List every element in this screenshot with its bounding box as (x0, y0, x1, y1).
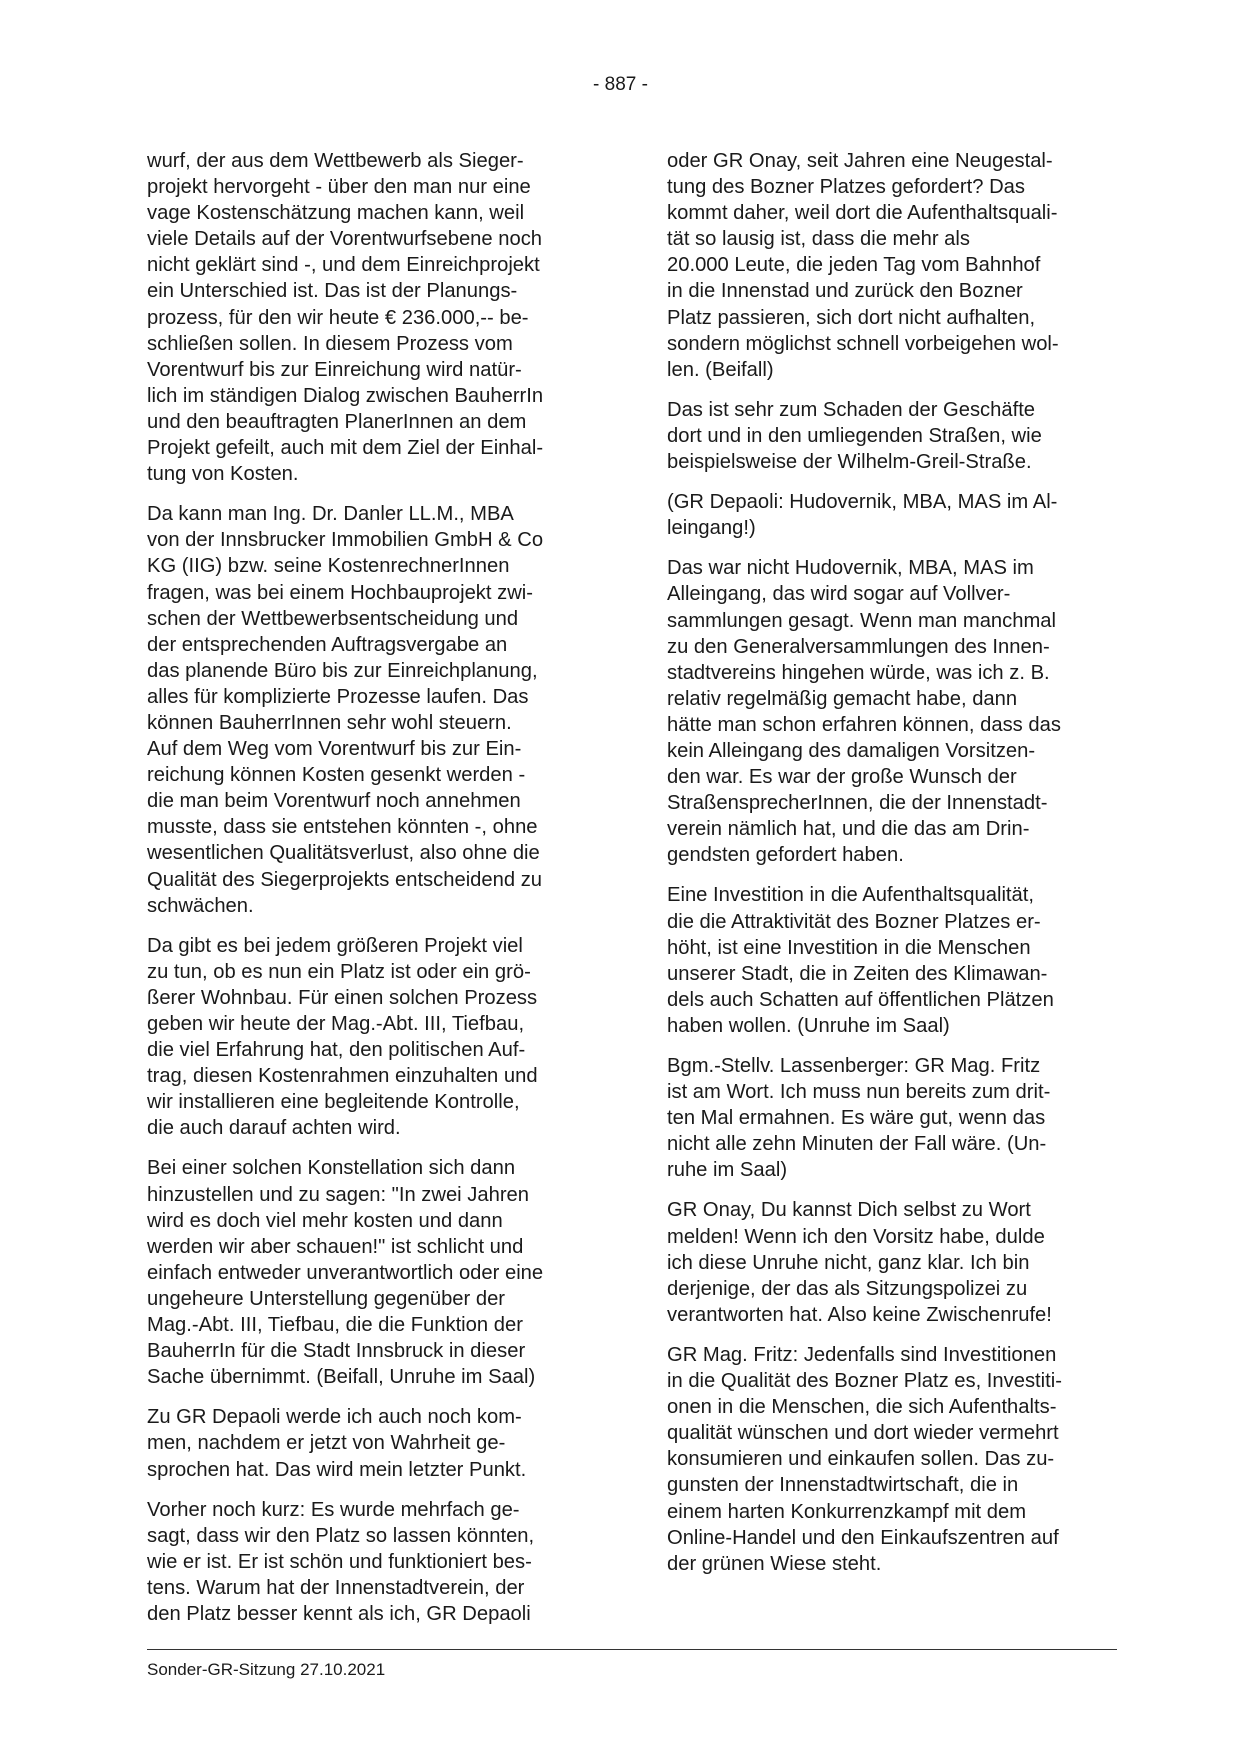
text-line: GR Onay, Du kannst Dich selbst zu Wort (667, 1199, 1031, 1222)
text-line: Qualität des Siegerprojekts entscheidend zu (147, 868, 543, 891)
text-line: ungeheure Unterstellung gegenüber der (147, 1287, 506, 1310)
left-column (147, 148, 602, 1641)
text-line: zu den Generalversammlungen des Innen- (667, 635, 1050, 658)
text-line: zu tun, ob es nun ein Platz ist oder ein grö- (147, 960, 531, 983)
text-line: ein Unterschied ist. Das ist der Planungs- (147, 280, 518, 303)
text-line: tung des Bozner Platzes gefordert? Das (667, 176, 1025, 199)
text-line: wir installieren eine begleitende Kontrolle, (147, 1091, 520, 1114)
text-line: sprochen hat. Das wird mein letzter Punkt. (147, 1458, 527, 1481)
text-line: den Platz besser kennt als ich, GR Depaoli (147, 1602, 531, 1625)
text-line: das planende Büro bis zur Einreichplanung, (147, 659, 538, 682)
text-line: trag, diesen Kostenrahmen einzuhalten und (147, 1065, 538, 1088)
text-line: Eine Investition in die Aufenthaltsqualität, (667, 884, 1034, 907)
text-line: ten Mal ermahnen. Es wäre gut, wenn das (667, 1107, 1046, 1130)
text-line: nicht geklärt sind -, und dem Einreichprojekt (147, 254, 540, 277)
paragraph (667, 397, 1116, 475)
page-number: - 887 - (593, 74, 648, 95)
text-line: wie er ist. Er ist schön und funktioniert bes- (147, 1550, 532, 1573)
text-line: dort und in den umliegenden Straßen, wie (667, 424, 1042, 447)
text-line: der grünen Wiese steht. (667, 1552, 882, 1575)
text-line: vage Kostenschätzung machen kann, weil (147, 202, 525, 225)
text-line: Zu GR Depaoli werde ich auch noch kom- (147, 1406, 522, 1429)
paragraph (147, 1404, 602, 1482)
text-line: gendsten gefordert haben. (667, 844, 904, 867)
text-line: schwächen. (147, 894, 254, 917)
text-line: Platz passieren, sich dort nicht aufhalten, (667, 306, 1036, 329)
text-line: sondern möglichst schnell vorbeigehen wol- (667, 332, 1059, 355)
text-line: schen der Wettbewerbsentscheidung und (147, 607, 519, 630)
paragraph (667, 1342, 1116, 1577)
text-line: unserer Stadt, die in Zeiten des Klimawan- (667, 962, 1048, 985)
text-line: in die Innenstad und zurück den Bozner (667, 280, 1023, 303)
text-line: hinzustellen und zu sagen: "In zwei Jahren (147, 1183, 529, 1206)
text-line: relativ regelmäßig gemacht habe, dann (667, 687, 1018, 710)
text-line: einem harten Konkurrenzkampf mit dem (667, 1500, 1027, 1523)
text-line: projekt hervorgeht - über den man nur eine (147, 176, 531, 199)
paragraph (147, 933, 602, 1142)
text-line: in die Qualität des Bozner Platz es, Investiti- (667, 1370, 1062, 1393)
text-line: können BauherrInnen sehr wohl steuern. (147, 711, 512, 734)
text-line: BauherrIn für die Stadt Innsbruck in dieser (147, 1340, 526, 1363)
text-line: nicht alle zehn Minuten der Fall wäre. (Un- (667, 1133, 1047, 1156)
text-line: Da gibt es bei jedem größeren Projekt viel (147, 934, 523, 957)
text-line: viele Details auf der Vorentwurfsebene noch (147, 228, 543, 251)
text-line: reichung können Kosten gesenkt werden - (147, 764, 526, 787)
text-line: ich diese Unruhe nicht, ganz klar. Ich bin (667, 1251, 1030, 1274)
text-line: gunsten der Innenstadtwirtschaft, die in (667, 1474, 1019, 1497)
right-column (667, 148, 1116, 1591)
paragraph (147, 148, 602, 487)
text-line: ist am Wort. Ich muss nun bereits zum drit- (667, 1081, 1051, 1104)
paragraph (667, 148, 1116, 383)
text-line: verein nämlich hat, und die das am Drin- (667, 818, 1030, 841)
text-line: und den beauftragten PlanerInnen an dem (147, 410, 527, 433)
text-line: kommt daher, weil dort die Aufenthaltsquali- (667, 202, 1058, 225)
text-line: kein Alleingang des damaligen Vorsitzen- (667, 739, 1036, 762)
text-line: Das war nicht Hudovernik, MBA, MAS im (667, 557, 1034, 580)
text-line: sammlungen gesagt. Wenn man manchmal (667, 609, 1056, 632)
text-line: Projekt gefeilt, auch mit dem Ziel der Einhal- (147, 437, 544, 460)
text-line: derjenige, der das als Sitzungspolizei zu (667, 1277, 1028, 1300)
text-line: haben wollen. (Unruhe im Saal) (667, 1014, 950, 1037)
paragraph (667, 1197, 1116, 1327)
text-line: die viel Erfahrung hat, den politischen Auf- (147, 1039, 526, 1062)
text-line: die die Attraktivität des Bozner Platzes er- (667, 910, 1041, 933)
text-line: dels auch Schatten auf öffentlichen Plätzen (667, 988, 1054, 1011)
text-line: lich im ständigen Dialog zwischen BauherrIn (147, 384, 544, 407)
text-line: der entsprechenden Auftragsvergabe an (147, 633, 508, 656)
text-line: Vorentwurf bis zur Einreichung wird natür- (147, 358, 522, 381)
text-line: oder GR Onay, seit Jahren eine Neugestal- (667, 150, 1053, 172)
text-line: die auch darauf achten wird. (147, 1117, 401, 1140)
text-line: geben wir heute der Mag.-Abt. III, Tiefbau, (147, 1013, 525, 1035)
text-line: 20.000 Leute, die jeden Tag vom Bahnhof (667, 254, 1041, 277)
text-line: len. (Beifall) (667, 358, 774, 381)
text-line: qualität wünschen und dort wieder vermehrt (667, 1422, 1059, 1445)
text-line: Mag.-Abt. III, Tiefbau, die die Funktion der (147, 1314, 523, 1337)
footer-divider (147, 1649, 1117, 1650)
text-line: Alleingang, das wird sogar auf Vollver- (667, 583, 1011, 606)
text-line: GR Mag. Fritz: Jedenfalls sind Investitionen (667, 1343, 1057, 1366)
text-line: Bei einer solchen Konstellation sich dann (147, 1157, 516, 1180)
text-line: Vorher noch kurz: Es wurde mehrfach ge- (147, 1498, 520, 1521)
text-line: wird es doch viel mehr kosten und dann (147, 1209, 503, 1232)
text-line: höht, ist eine Investition in die Menschen (667, 936, 1031, 959)
text-line: Bgm.-Stellv. Lassenberger: GR Mag. Fritz (667, 1055, 1041, 1077)
text-line: Sache übernimmt. (Beifall, Unruhe im Saal) (147, 1366, 536, 1389)
paragraph (667, 489, 1116, 541)
text-line: wesentlichen Qualitätsverlust, also ohne die (147, 842, 540, 865)
paragraph (147, 1497, 602, 1627)
text-line: Das ist sehr zum Schaden der Geschäfte (667, 398, 1036, 421)
footer-session-label: Sonder-GR-Sitzung 27.10.2021 (147, 1660, 386, 1679)
text-line: melden! Wenn ich den Vorsitz habe, dulde (667, 1225, 1045, 1248)
text-line: werden wir aber schauen!" ist schlicht und (147, 1235, 524, 1258)
text-line: die man beim Vorentwurf noch annehmen (147, 790, 521, 813)
text-line: hätte man schon erfahren können, dass das (667, 713, 1061, 736)
text-line: onen in die Menschen, die sich Aufenthalts- (667, 1396, 1057, 1419)
text-line: ßerer Wohnbau. Für einen solchen Prozess (147, 986, 538, 1009)
text-line: KG (IIG) bzw. seine KostenrechnerInnen (147, 555, 510, 578)
text-line: alles für komplizierte Prozesse laufen. Das (147, 685, 529, 708)
paragraph (667, 1053, 1116, 1183)
text-line: prozess, für den wir heute € 236.000,-- be- (147, 306, 529, 329)
text-line: leingang!) (667, 517, 756, 540)
text-line: sagt, dass wir den Platz so lassen könnten, (147, 1524, 535, 1547)
text-line: tung von Kosten. (147, 463, 299, 486)
text-line: Da kann man Ing. Dr. Danler LL.M., MBA (147, 503, 514, 526)
text-line: tät so lausig ist, dass die mehr als (667, 228, 970, 251)
text-line: den war. Es war der große Wunsch der (667, 766, 1017, 789)
text-line: men, nachdem er jetzt von Wahrheit ge- (147, 1432, 506, 1455)
text-line: beispielsweise der Wilhelm-Greil-Straße. (667, 451, 1032, 474)
paragraph (147, 501, 602, 919)
paragraph (667, 882, 1116, 1039)
text-line: musste, dass sie entstehen könnten -, ohne (147, 816, 538, 839)
text-line: verantworten hat. Also keine Zwischenrufe! (667, 1303, 1052, 1326)
text-line: konsumieren und einkaufen sollen. Das zu- (667, 1448, 1055, 1471)
text-line: von der Innsbrucker Immobilien GmbH & Co (147, 529, 544, 552)
text-line: tens. Warum hat der Innenstadtverein, der (147, 1576, 525, 1599)
text-line: einfach entweder unverantwortlich oder eine (147, 1261, 544, 1284)
text-line: fragen, was bei einem Hochbauprojekt zwi- (147, 581, 533, 604)
text-line: wurf, der aus dem Wettbewerb als Sieger- (147, 150, 524, 172)
text-line: Online-Handel und den Einkaufszentren auf (667, 1526, 1059, 1549)
text-line: StraßensprecherInnen, die der Innenstadt- (667, 792, 1048, 815)
text-line: ruhe im Saal) (667, 1159, 788, 1182)
text-line: Auf dem Weg vom Vorentwurf bis zur Ein- (147, 738, 522, 761)
paragraph (667, 555, 1116, 868)
text-line: (GR Depaoli: Hudovernik, MBA, MAS im Al- (667, 491, 1058, 514)
text-line: schließen sollen. In diesem Prozess vom (147, 332, 513, 355)
text-line: stadtvereins hingehen würde, was ich z. B. (667, 661, 1050, 684)
paragraph (147, 1155, 602, 1390)
